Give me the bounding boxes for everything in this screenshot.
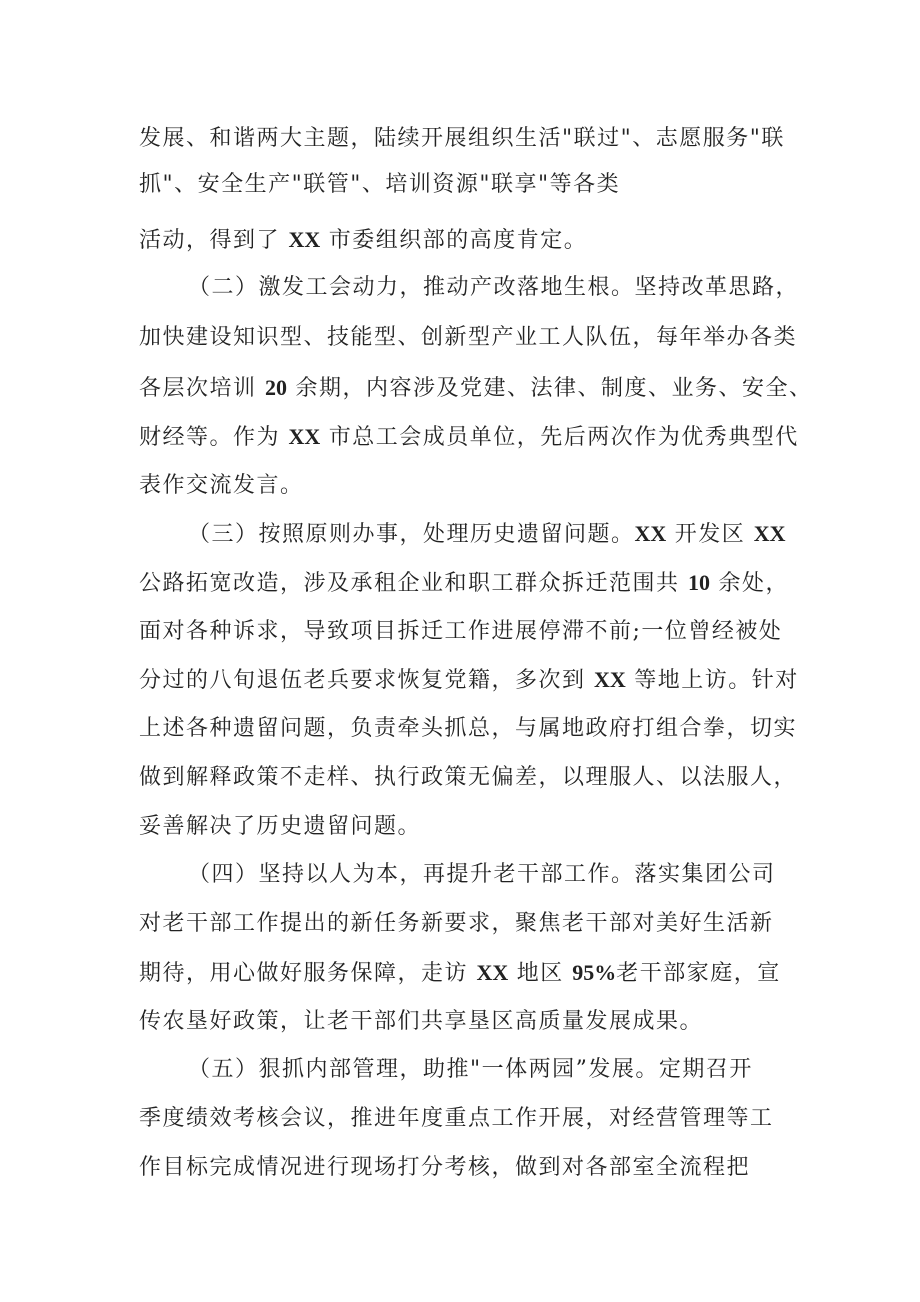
text-run: 作目标完成情况进行现场打分考核，做到对各部室全流程把 <box>139 1155 751 1180</box>
paragraph-line <box>139 909 774 939</box>
text-run: 余期，内容涉及党建、法律、制度、业务、安全、 <box>287 376 813 401</box>
paragraph-line <box>139 714 797 744</box>
text-run: 面对各种诉求，导致项目拆迁工作进展停滞不前;一位曾经被处 <box>139 619 783 644</box>
paragraph-heading-line <box>188 519 786 550</box>
text-run: 上述各种遗留问题，负责牵头抓总，与属地政府打组合拳，切实 <box>139 716 798 741</box>
text-run: 分过的八旬退伍老兵要求恢复党籍，多次到 <box>139 668 594 693</box>
bold-text: XX <box>753 521 786 546</box>
text-run: 开发区 <box>666 522 754 547</box>
paragraph-line <box>139 958 781 989</box>
text-run: 余处， <box>710 571 789 596</box>
paragraph-line <box>139 1007 703 1037</box>
bold-text: 95% <box>572 960 617 985</box>
bold-text: 10 <box>688 570 710 595</box>
paragraph-line <box>139 323 797 353</box>
bold-text: XX <box>476 960 509 985</box>
text-run: 季度绩效考核会议，推进年度重点工作开展，对经营管理等工 <box>139 1106 774 1131</box>
text-run: （三）按照原则办事，处理历史遗留问题。 <box>188 522 635 547</box>
paragraph-line <box>139 568 789 599</box>
text-run: 发展、和谐两大主题，陆续开展组织生活"联过"、志愿服务"联 <box>139 126 785 151</box>
paragraph-line <box>139 812 421 842</box>
paragraph-line <box>139 225 587 256</box>
text-run: 公路拓宽改造，涉及承租企业和职工群众拆迁范围共 <box>139 571 688 596</box>
paragraph-line <box>139 170 620 200</box>
paragraph-line <box>139 665 799 696</box>
text-run: 表作交流发言。 <box>139 473 304 498</box>
text-run: 财经等。作为 <box>139 425 289 450</box>
text-run: 妥善解决了历史遗留问题。 <box>139 814 422 839</box>
bold-text: XX <box>288 424 321 449</box>
text-run: 等地上访。针对 <box>625 668 799 693</box>
text-run: （四）坚持以人为本，再提升老干部工作。落实集团公司 <box>188 862 776 887</box>
paragraph-line <box>139 763 797 793</box>
bold-text: 20 <box>265 375 287 400</box>
text-run: （五）狠抓内部管理，助推"一体两园”发展。定期召开 <box>188 1057 753 1082</box>
paragraph-line <box>139 124 785 154</box>
paragraph-line <box>139 1104 774 1134</box>
bold-text: XX <box>634 521 667 546</box>
bold-text: XX <box>594 667 626 692</box>
bold-text: XX <box>288 227 321 252</box>
paragraph-line <box>139 471 304 501</box>
text-run: 对老干部工作提出的新任务新要求，聚焦老干部对美好生活新 <box>139 911 774 936</box>
paragraph-heading-line <box>188 273 799 303</box>
paragraph-heading-line <box>188 1055 753 1085</box>
text-run: 地区 <box>508 961 573 986</box>
text-run: 市委组织部的高度肯定。 <box>320 228 588 253</box>
paragraph-line <box>139 422 799 453</box>
text-run: 期待，用心做好服务保障，走访 <box>139 961 477 986</box>
text-run: 各层次培训 <box>139 376 265 401</box>
paragraph-line <box>139 373 813 404</box>
text-run: 活动，得到了 <box>139 228 289 253</box>
text-run: 老干部家庭，宣 <box>616 961 781 986</box>
paragraph-heading-line <box>188 860 776 890</box>
paragraph-line <box>139 617 782 647</box>
paragraph-line <box>139 1153 750 1183</box>
text-run: 传农垦好政策，让老干部们共享垦区高质量发展成果。 <box>139 1009 704 1034</box>
text-run: 市总工会成员单位，先后两次作为优秀典型代 <box>320 425 799 450</box>
text-run: 做到解释政策不走样、执行政策无偏差，以理服人、以法服人， <box>139 765 798 790</box>
text-run: 抓"、安全生产"联管"、培训资源"联享"等各类 <box>139 172 621 197</box>
text-run: （二）激发工会动力，推动产改落地生根。坚持改革思路， <box>188 275 800 300</box>
text-run: 加快建设知识型、技能型、创新型产业工人队伍，每年举办各类 <box>139 325 798 350</box>
